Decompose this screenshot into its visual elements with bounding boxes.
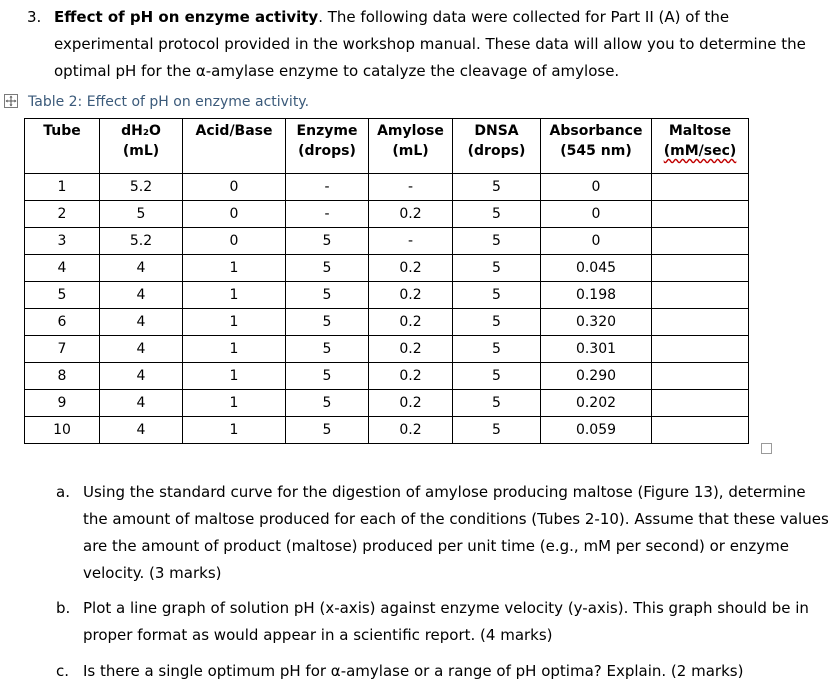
column-header-line2: (drops) — [467, 143, 526, 159]
table-row — [25, 255, 749, 282]
table-cell: 5 — [25, 282, 100, 309]
question-body: . The following data were collected for Part II (A) of the experimental protocol provided in the workshop manual. These data will allow you to determine the optimal pH for the α-amylase enzyme to catalyze the cleavage of amylose. — [54, 8, 806, 80]
column-header-line1: Amylose — [377, 123, 444, 139]
column-header — [652, 119, 749, 174]
table-cell: 0 — [541, 174, 652, 201]
table-cell: 4 — [25, 255, 100, 282]
column-header-line1: Tube — [43, 123, 81, 139]
table-cell: 5 — [453, 390, 541, 417]
table-row — [25, 228, 749, 255]
column-header-line2: (mM/sec) — [663, 143, 737, 159]
table-cell: 4 — [100, 390, 183, 417]
table-cell: - — [286, 174, 369, 201]
subquestion-letter: b. — [56, 599, 71, 617]
table-cell: 5 — [286, 309, 369, 336]
table-cell[interactable] — [652, 228, 749, 255]
column-header-line1: Enzyme — [296, 123, 358, 139]
table-cell: 4 — [100, 363, 183, 390]
question-bold-lead: Effect of pH on enzyme activity — [54, 8, 319, 26]
table-cell: 5 — [286, 390, 369, 417]
table-cell: 0.198 — [541, 282, 652, 309]
question-number: 3. — [27, 8, 42, 26]
table-cell: 1 — [183, 363, 286, 390]
column-header — [453, 119, 541, 174]
table-cell: 1 — [25, 174, 100, 201]
table-cell: 0.2 — [369, 417, 453, 444]
table-cell: 0 — [183, 228, 286, 255]
table-cell: 0.2 — [369, 336, 453, 363]
table-cell: 5 — [453, 228, 541, 255]
table-cell: 5 — [286, 282, 369, 309]
table-caption: Table 2: Effect of pH on enzyme activity. — [28, 94, 310, 110]
table-cell: 4 — [100, 282, 183, 309]
table-cell: 5.2 — [100, 228, 183, 255]
table-cell: 0.059 — [541, 417, 652, 444]
column-header — [25, 119, 100, 174]
table-cell: 4 — [100, 255, 183, 282]
table-cell[interactable] — [652, 255, 749, 282]
table-cell: 1 — [183, 255, 286, 282]
table-row — [25, 336, 749, 363]
table-row — [25, 201, 749, 228]
table-row — [25, 417, 749, 444]
table-cell: 9 — [25, 390, 100, 417]
table-cell: 0 — [183, 201, 286, 228]
table-cell: 4 — [100, 336, 183, 363]
table-cell: 0.2 — [369, 309, 453, 336]
table-row — [25, 363, 749, 390]
table-cell: 0.2 — [369, 255, 453, 282]
table-cell: - — [286, 201, 369, 228]
table-cell: 0.2 — [369, 390, 453, 417]
table-cell: 5 — [453, 201, 541, 228]
table-row — [25, 282, 749, 309]
table-cell: 2 — [25, 201, 100, 228]
table-cell: 5 — [453, 309, 541, 336]
table-cell: 7 — [25, 336, 100, 363]
table-cell: 5 — [453, 417, 541, 444]
table-cell: 0.2 — [369, 282, 453, 309]
enzyme-data-table — [24, 118, 749, 444]
column-header-line1: Acid/Base — [195, 123, 273, 139]
table-cell: 0.301 — [541, 336, 652, 363]
column-header-line1: Absorbance — [549, 123, 643, 139]
table-cell: 5 — [286, 363, 369, 390]
table-cell: - — [369, 228, 453, 255]
table-cell: 4 — [100, 309, 183, 336]
table-cell: 5 — [453, 255, 541, 282]
table-cell: 1 — [183, 309, 286, 336]
column-header — [100, 119, 183, 174]
table-cell: 0 — [183, 174, 286, 201]
table-cell: 0.320 — [541, 309, 652, 336]
column-header — [369, 119, 453, 174]
table-cell: 6 — [25, 309, 100, 336]
subquestion-letter: a. — [56, 483, 70, 501]
table-cell: 0.045 — [541, 255, 652, 282]
table-cell: 0 — [541, 201, 652, 228]
table-cell[interactable] — [652, 417, 749, 444]
table-cell: 0.2 — [369, 201, 453, 228]
table-cell[interactable] — [652, 309, 749, 336]
table-move-handle-icon[interactable] — [4, 94, 18, 108]
table-cell[interactable] — [652, 336, 749, 363]
table-row — [25, 390, 749, 417]
column-header — [541, 119, 652, 174]
column-header — [286, 119, 369, 174]
table-cell: 1 — [183, 336, 286, 363]
subquestion-text: Is there a single optimum pH for α-amylase or a range of pH optima? Explain. (2 marks) — [83, 662, 744, 680]
table-cell: 5 — [453, 174, 541, 201]
column-header-line1: dH₂O — [121, 123, 161, 139]
table-row — [25, 174, 749, 201]
table-cell: 0.202 — [541, 390, 652, 417]
table-cell: 4 — [100, 417, 183, 444]
subquestion-text: Using the standard curve for the digestion of amylose producing maltose (Figure 13), determine the amount of maltose produced for each of the conditions (Tubes 2-10). Assume that these values are the amount of product (maltose) produced per unit time (e.g., mM per second) or enzyme velocity. (3 marks) — [83, 483, 829, 582]
table-cell: 0.290 — [541, 363, 652, 390]
table-cell: 5 — [286, 417, 369, 444]
table-cell: 5 — [100, 201, 183, 228]
table-cell[interactable] — [652, 174, 749, 201]
column-header-line2: (mL) — [392, 143, 429, 159]
table-cell: 5 — [286, 336, 369, 363]
subquestion-letter: c. — [56, 662, 70, 680]
subquestion-text: Plot a line graph of solution pH (x-axis) against enzyme velocity (y-axis). This graph should be in proper format as would appear in a scientific report. (4 marks) — [83, 599, 809, 644]
table-cell: 5 — [286, 228, 369, 255]
table-cell: 1 — [183, 282, 286, 309]
table-cell: 1 — [183, 417, 286, 444]
table-cell: 5 — [453, 363, 541, 390]
table-cell: 8 — [25, 363, 100, 390]
column-header-line2: (mL) — [122, 143, 160, 159]
table-cell[interactable] — [652, 201, 749, 228]
table-cell: 5 — [453, 282, 541, 309]
table-cell: 10 — [25, 417, 100, 444]
table-cell: 0 — [541, 228, 652, 255]
table-cell: 5.2 — [100, 174, 183, 201]
column-header — [183, 119, 286, 174]
table-cell[interactable] — [652, 363, 749, 390]
column-header-line1: Maltose — [668, 123, 732, 139]
column-header-line2: (drops) — [298, 143, 356, 159]
table-cell: 5 — [286, 255, 369, 282]
table-cell[interactable] — [652, 390, 749, 417]
table-header-row — [25, 119, 749, 174]
table-cell: 1 — [183, 390, 286, 417]
table-cell: 0.2 — [369, 363, 453, 390]
question-text — [54, 4, 829, 85]
table-resize-handle-icon[interactable] — [761, 443, 772, 454]
table-cell: - — [369, 174, 453, 201]
table-cell[interactable] — [652, 282, 749, 309]
column-header-line1: DNSA — [474, 123, 519, 139]
table-cell: 5 — [453, 336, 541, 363]
table-cell: 3 — [25, 228, 100, 255]
table-row — [25, 309, 749, 336]
column-header-line2: (545 nm) — [560, 143, 632, 159]
